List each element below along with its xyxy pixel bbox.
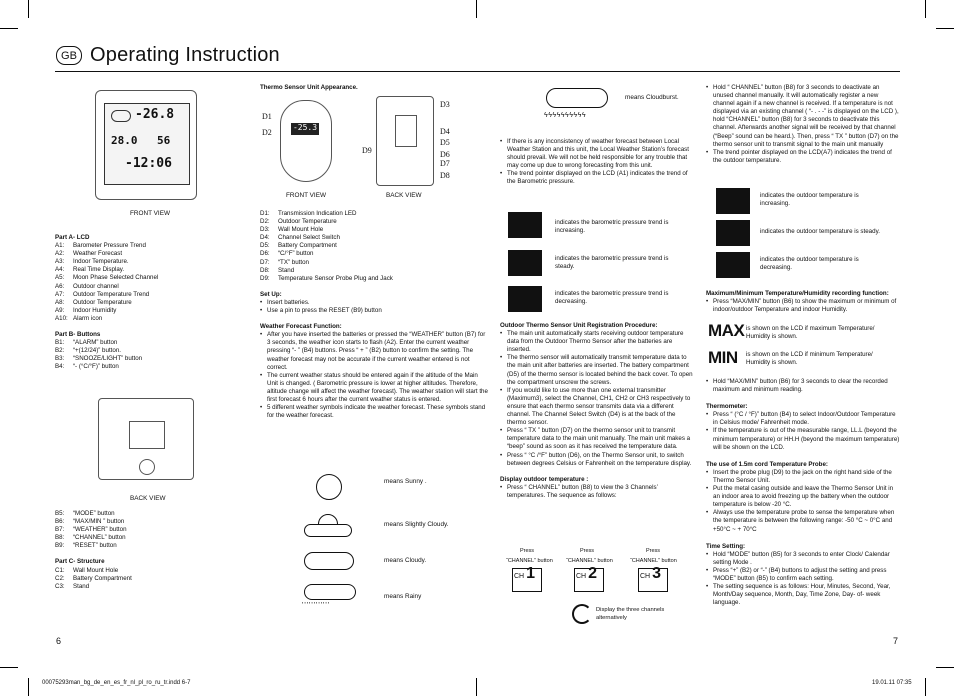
lcd-outdoor-temp: -26.8 xyxy=(135,107,175,122)
channel-button-label-2: “CHANNEL” button xyxy=(566,558,613,564)
rainy-icon: '''''''''''' xyxy=(300,584,362,614)
footer-file: 00075293man_bg_de_en_es_fr_nl_pl_ro_ru_tr.indd 6-7 xyxy=(42,680,191,686)
crop-mark xyxy=(476,678,477,696)
cloudy-caption: means Cloudy. xyxy=(384,557,427,564)
cloudy-icon xyxy=(304,552,354,570)
probe-list: • Insert the probe plug (D9) to the jack on the right hand side of the Thermo Sensor Unit. • Put the metal casing outside and leave the Thermo Sensor Unit in an indoor area to avoid freezing up the battery when the outdoor temperature is below -20 °C. • Always use the temperature probe to sense the temperature when the temperature is between the following range: -50 °C ~ 0°C and +50°C ~ + 70°C xyxy=(706,469,900,534)
main-unit-back-figure xyxy=(98,398,194,480)
out-steady-text: indicates the outdoor temperature is steady. xyxy=(760,228,880,235)
partB-list-2: B5: “MODE” button B6: “MAX/MIN ” button B7: “WEATHER” button B8: “CHANNEL” button B9: “RESET” button xyxy=(55,510,127,550)
forecast-list: • After you have inserted the batteries or pressed the “WEATHER” button (B7) for 3 seconds, the weather icon starts to flash (A2). Enter the current weather pressing “- ” (B4) buttons. Press “ + ” (B2) button to confirm the setting. The weather forecast may not be accurate if the current weather entered is not correct. • The current weather status should be entered again if the altitude of the Main Unit is changed. ( Barometric pressure is lower at higher altitudes. Therefore, altitude change will affect the weather forecast). The weather station will start the first forecast 6 hours after the current weather status is entered. • 5 different weather symbols indicate the weather forecast. These symbols stand for the weather forecast. xyxy=(260,331,490,420)
channel-button-label-1: “CHANNEL” button xyxy=(506,558,553,564)
lcd-time: -12:06 xyxy=(125,156,172,171)
thermo-list: • Press “ (°C / °F)” button (B4) to select Indoor/Outdoor Temperature in Celsius mode/ Fahrenheit mode. • If the temperature is out of the measurable range, LL.L (beyond the minimum temperature) or HH.H (beyond the maximum temperature) will be shown on the LCD. xyxy=(706,411,900,451)
sensor-parts-list: D1: Transmission Indication LED D2: Outdoor Temperature D3: Wall Mount Hole D4: Channel Select Switch D5: Battery Compartment D6: “C/°F” button D7: “TX” button D8: Stand D9: Temperature Sensor Probe Plug and Jack xyxy=(260,210,393,282)
maxmin-list-2: • Hold “MAX/MIN” button (B6) for 3 seconds to clear the recorded maximum and minimum reading. xyxy=(706,378,900,394)
cloudburst-caption: means Cloudburst. xyxy=(625,94,679,101)
d1-label: D1 xyxy=(262,112,272,121)
right-text-mid xyxy=(500,322,694,500)
press-label-3: Press xyxy=(646,548,661,554)
partC-title: Part C- Structure xyxy=(55,558,105,566)
press-label-1: Press xyxy=(520,548,535,554)
setup-list: • Insert batteries. • Use a pin to press the RESET (B9) button xyxy=(260,299,490,315)
crop-mark xyxy=(0,28,18,29)
sunny-caption: means Sunny . xyxy=(384,478,427,485)
page-number-left: 6 xyxy=(56,636,62,646)
reg-title: Outdoor Thermo Sensor Unit Registration Procedure: xyxy=(500,322,658,329)
mid-text-column xyxy=(260,210,490,420)
press-label-2: Press xyxy=(580,548,595,554)
title-rule xyxy=(55,71,900,72)
title-text: Operating Instruction xyxy=(90,44,280,66)
page-title xyxy=(56,44,280,67)
time-title: Time Setting: xyxy=(706,542,746,550)
baro-steady-text: indicates the barometric pressure trend is steady. xyxy=(555,255,669,271)
thermo-title: Thermometer: xyxy=(706,403,748,411)
forecast-title: Weather Forecast Function: xyxy=(260,323,342,331)
mid-title: Thermo Sensor Unit Appearance. xyxy=(260,84,358,91)
cloudburst-icon: ϟϟϟϟϟϟϟϟϟϟ xyxy=(544,88,614,128)
crop-mark xyxy=(925,0,926,18)
left-back-view-caption: BACK VIEW xyxy=(130,495,166,502)
crop-mark xyxy=(0,667,18,668)
disp-list: • Press “ CHANNEL” button (B8) to view the 3 Channels’ temperatures. The sequence as follows: xyxy=(500,484,694,500)
d7-label: D7 xyxy=(440,159,450,168)
left-parts-column xyxy=(55,228,240,372)
weather-cloud-icon xyxy=(111,110,131,122)
mid-back-view-caption: BACK VIEW xyxy=(386,192,422,199)
crop-mark xyxy=(936,28,954,29)
out-increasing-icon xyxy=(716,188,750,214)
language-badge: GB xyxy=(56,46,82,65)
partA-title: Part A- LCD xyxy=(55,234,90,241)
main-unit-front-figure xyxy=(95,90,197,200)
out-steady-icon xyxy=(716,220,750,246)
ch3-display: CH 3 xyxy=(638,568,668,592)
lcd-indoor-temp: 28.0 xyxy=(111,134,138,147)
right-bullets-1: • If there is any inconsistency of weather forecast between Local Weather Station and this unit, the Local Weather Station’s forecast should prevail. We will not be held responsible for any trouble that may come up due to wrong forecasting from this unit. • The trend pointer displayed on the LCD (A1) indicates the trend of the Barometric pressure. xyxy=(500,138,692,187)
far-text-bottom xyxy=(706,378,900,607)
slightly-cloudy-icon xyxy=(304,514,354,536)
d2-label: D2 xyxy=(262,128,272,137)
partA-list: A1: Barometer Pressure Trend A2: Weather Forecast A3: Indoor Temperature. A4: Real Time Display. A5: Moon Phase Selected Channel A6: Outdoor channel A7: Outdoor Temperature Trend A8: Outdoor Temperature A9: Indoor Humidity A10: Alarm icon xyxy=(55,242,159,322)
left-front-view-caption: FRONT VIEW xyxy=(130,210,171,217)
out-decreasing-icon xyxy=(716,252,750,278)
lcd-humidity: 56 xyxy=(157,134,171,147)
far-maxmin-block xyxy=(706,290,900,314)
d5-label: D5 xyxy=(440,138,450,147)
baro-decreasing-icon xyxy=(508,286,542,312)
d9-label: D9 xyxy=(362,146,372,155)
slightly-cloudy-caption: means Slightly Cloudy. xyxy=(384,521,449,528)
d8-label: D8 xyxy=(440,171,450,180)
disp-title: Display outdoor temperature : xyxy=(500,475,589,483)
main-unit-lcd xyxy=(104,103,190,185)
max-label: MAX xyxy=(708,321,745,340)
crop-mark xyxy=(28,0,29,18)
crop-mark xyxy=(28,678,29,696)
out-decreasing-text: indicates the outdoor temperature is decreasing. xyxy=(760,256,859,272)
baro-steady-icon xyxy=(508,250,542,276)
sensor-back-figure xyxy=(376,96,434,186)
time-list: • Hold “MODE” button (B5) for 3 seconds to enter Clock/ Calendar setting Mode . • Press “+” (B2) or “-” (B4) buttons to adjust the setting and press “MODE” button (B5) to confirm each setting. • The setting sequence is as follows: Hour, Minutes, Second, Year, Month/Day sequence, Month, Day, Time Zone, Day- of- week language. xyxy=(706,551,900,608)
maxmin-title: Maximum/Minimum Temperature/Humidity recording function: xyxy=(706,290,889,297)
crop-mark xyxy=(936,667,954,668)
mid-front-view-caption: FRONT VIEW xyxy=(286,192,327,199)
d3-label: D3 xyxy=(440,100,450,109)
left-parts-column-2 xyxy=(55,510,240,591)
right-text-top xyxy=(500,138,692,187)
max-desc: is shown on the LCD if maximum Temperature/ Humidity is shown. xyxy=(746,325,875,341)
sensor-front-figure xyxy=(280,100,332,182)
baro-decreasing-text: indicates the barometric pressure trend is decreasing. xyxy=(555,290,669,306)
sensor-lcd: -25.3 xyxy=(291,123,319,135)
footer-date: 19.01.11 07:35 xyxy=(872,680,912,686)
far-text-top xyxy=(706,84,900,165)
cycle-arrow-icon xyxy=(572,604,592,624)
baro-increasing-icon xyxy=(508,212,542,238)
partB-list-1: B1: “ALARM” button B2: “+(12/24)” button. B3: “SNOOZE/LIGHT” button B4: “- (°C/°F)” button xyxy=(55,339,143,371)
probe-title: The use of 1.5m cord Temperature Probe: xyxy=(706,460,828,468)
channel-button-label-3: “CHANNEL” button xyxy=(630,558,677,564)
sunny-icon xyxy=(316,474,342,500)
reg-list: • The main unit automatically starts receiving outdoor temperature data from the Outdoor Thermo Sensor after the batteries are inserted. • The thermo sensor will automatically transmit temperature data to the main unit after batteries are inserted. The battery compartment (D5) of the thermo sensor is located behind the back cover. To open the compartment unscrew the screws. • If you would like to use more than one external transmitter (Maximum3), select the Channel, CH1, CH2 or CH3 respectively to ensure that each thermo sensor transmits data via a different channel. The Channel Select Switch (D4) is at the back of the thermo sensor. • Press “ TX ” button (D7) on the thermo sensor unit to transmit temperature data to the main unit manually. The main unit makes a “beep” sound as soon as it has received the temperature data. • Press “ °C /°F” button (D6), on the Thermo Sensor unit, to switch between degrees Celsius or Fahrenheit on the temperature display. xyxy=(500,330,694,468)
maxmin-list: • Press “MAX/MIN” button (B6) to show the maximum or minimum of indoor/outdoor Temperature and indoor Humidity. xyxy=(706,298,900,314)
rainy-caption: means Rainy xyxy=(384,593,422,600)
min-desc: is shown on the LCD if minimum Temperature/ Humidity is shown. xyxy=(746,351,873,367)
far-bullets-1: • Hold “ CHANNEL” button (B8) for 3 seconds to deactivate an unused channel manually. It will automatically register a new channel again if a new channel is received. If a temperature is not displayed via an existing channel ( “- . - -” is displayed on the LCD ), hold “CHANNEL” button (B8) for 3 seconds to deactivate this channel. Afterwards another signal will be received by that channel (“Beep” sound can be heard.). Then, press “ TX ” button (D7) on the thermo sensor unit to transmit signal to the main unit manually • The trend pointer displayed on the LCD(A7) indicates the trend of the outdoor temperature. xyxy=(706,84,900,165)
page-number-right: 7 xyxy=(893,636,899,646)
crop-mark xyxy=(476,0,477,18)
d4-label: D4 xyxy=(440,127,450,136)
baro-increasing-text: indicates the barometric pressure trend is increasing. xyxy=(555,219,669,235)
partB-title: Part B- Buttons xyxy=(55,331,101,339)
d6-label: D6 xyxy=(440,150,450,159)
out-increasing-text: indicates the outdoor temperature is increasing. xyxy=(760,192,859,208)
alternate-caption: Display the three channels alternatively xyxy=(596,607,665,622)
ch1-display: CH 1 xyxy=(512,568,542,592)
ch2-display: CH 2 xyxy=(574,568,604,592)
partC-list: C1: Wall Mount Hole C2: Battery Compartment C3: Stand xyxy=(55,566,132,590)
setup-title: Set Up: xyxy=(260,290,282,298)
min-label: MIN xyxy=(708,348,738,367)
crop-mark xyxy=(925,678,926,696)
